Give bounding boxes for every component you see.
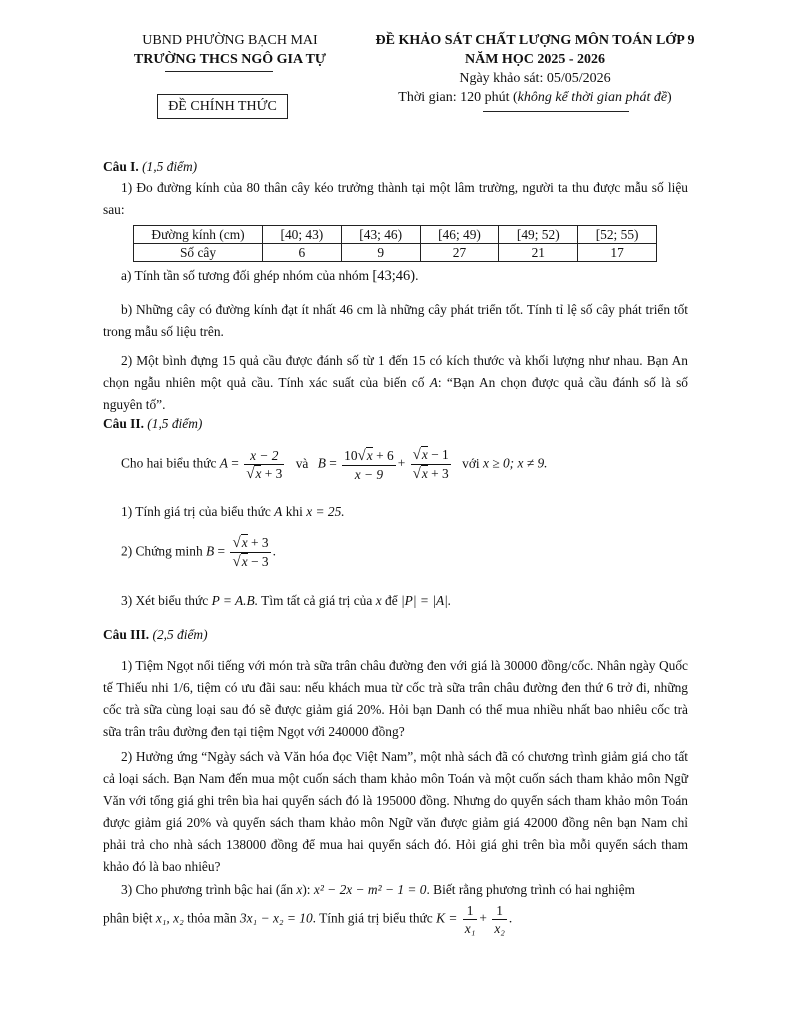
table-cell: 21 [499,244,578,262]
question-3-part-2: 2) Hưởng ứng “Ngày sách và Văn hóa đọc Việt Nam”, một nhà sách đã có chương trình giảm giá cho tất cả loại sách. Bạn Nam đến mua một cuốn sách tham khảo môn Toán và một cuốn sách tham khảo môn Ngữ Văn với tổng giá ghi trên bìa hai quyển sách đó là 195000 đồng. Nhưng do quyển sách tham khảo môn Toán được giảm giá 20% và quyển sách tham khảo môn Ngữ văn được giảm giá 42000 đồng nên bạn Nam chỉ phải trả cho nhà sách 138000 đồng để mua hai quyển sách đó. Hỏi giá ghi trên bìa mỗi quyển sách tham khảo đó là bao nhiêu? [103,749,688,874]
school-name: TRƯỜNG THCS NGÔ GIA TỰ [133,52,327,67]
question-1-part-b: b) Những cây có đường kính đạt ít nhất 46 cm là những cây phát triển tốt. Tính tỉ lệ số cây phát triển tốt trong mẫu số liệu trên. [103,302,688,339]
school-year: NĂM HỌC 2025 - 2026 [465,52,605,67]
official-exam-badge: ĐỀ CHÍNH THỨC [157,94,288,119]
question-2-part-2: 2) Chứng minh B = $\frac{√x + 3}{√x - 3}$ . [121,535,276,570]
table-header-cell: Đường kính (cm) [134,226,263,244]
table-cell: [43; 46) [341,226,420,244]
table-cell: 6 [263,244,342,262]
question-3-part-3-line-2: phân biệt x₁, x₂ thỏa mãn 3x₁ − x₂ = 10. Tính giá trị biểu thức K = $\frac{1}{\text{x₁}}$ + $\frac{1}{\text{x₂}}$ . [103,903,513,936]
table-header-cell: Số cây [134,244,263,262]
question-3-heading: Câu III. (2,5 điểm) [103,627,208,642]
table-cell: 17 [578,244,657,262]
school-underline [165,71,273,72]
fraction-A: $\frac{x - 2}{√x + 3}$ [246,447,283,482]
table-row [134,226,657,244]
table-cell: [52; 55) [578,226,657,244]
question-3-part-1: 1) Tiệm Ngọt nổi tiếng với món trà sữa trân châu đường đen với giá là 30000 đồng/cốc. Nhân ngày Quốc tế Thiếu nhi 1/6, tiệm có ưu đãi sau: nếu khách mua từ cốc trà sữa trân châu đường đen thứ 6 trở đi, những cốc trà sữa cùng loại sau đó sẽ được giảm giá 20%. Hỏi bạn Danh có thể mua nhiều nhất bao nhiêu cốc trà sữa trân trâu đường đen tại tiệm Ngọt với 240000 đồng? [103,658,688,739]
fraction-B-second: $\frac{√x - 1}{√x + 3}$ [412,447,449,482]
table-cell: [49; 52) [499,226,578,244]
question-1-intro: 1) Đo đường kính của 80 thân cây kéo trưởng thành tại một lâm trường, người ta thu được mẫu số liệu sau: [103,180,688,217]
question-3-part-3-line-1: 3) Cho phương trình bậc hai (ẩn x): x² − 2x − m² − 1 = 0. Biết rằng phương trình có hai nghiệm [121,882,635,897]
fraction-B-simplified: $\frac{√x + 3}{√x - 3}$ [232,535,269,570]
table-cell: 9 [341,244,420,262]
fraction-K-second: $\frac{1}{\text{x₂}}$ [494,903,505,936]
question-2-heading: Câu II. (1,5 điểm) [103,416,203,431]
fraction-K-first: $\frac{1}{\text{x₁}}$ [464,903,476,936]
question-2-expressions: Cho hai biểu thức A = $\frac{x - 2}{√x + 3}$ và B = $\frac{10√x + 6}{x - 9}$ + $\frac{√x - 1}{√x + 3}$ với x ≥ 0; x ≠ 9. [121,447,548,482]
exam-date: Ngày khảo sát: 05/05/2026 [459,71,611,86]
title-underline [483,111,629,112]
department-name: UBND PHƯỜNG BẠCH MAI [142,33,318,48]
exam-title: ĐỀ KHẢO SÁT CHẤT LƯỢNG MÔN TOÁN LỚP 9 [375,33,695,48]
table-row [134,244,657,262]
fraction-B-first: $\frac{10√x + 6}{x - 9}$ [344,447,394,482]
table-cell: [46; 49) [420,226,499,244]
question-1-part-a: a) Tính tần số tương đối ghép nhóm của nhóm [43;46). [121,268,419,284]
table-cell: [40; 43) [263,226,342,244]
question-1-part-2: 2) Một bình đựng 15 quả cầu được đánh số từ 1 đến 15 có kích thước và khối lượng như nhau. Bạn An chọn ngẫu nhiên một quả cầu. Tính xác suất của biến cố A: “Bạn An chọn được quả cầu đánh số là số nguyên tố”. [103,353,688,412]
table-cell: 27 [420,244,499,262]
question-2-part-1: 1) Tính giá trị của biểu thức A khi x = 25. [121,504,345,519]
frequency-table [133,225,657,262]
exam-duration: Thời gian: 120 phút (không kể thời gian phát đề) [398,90,672,105]
question-1-heading: Câu I. (1,5 điểm) [103,159,198,174]
question-2-part-3: 3) Xét biểu thức P = A.B. Tìm tất cả giá trị của x để |P| = |A|. [121,593,452,608]
